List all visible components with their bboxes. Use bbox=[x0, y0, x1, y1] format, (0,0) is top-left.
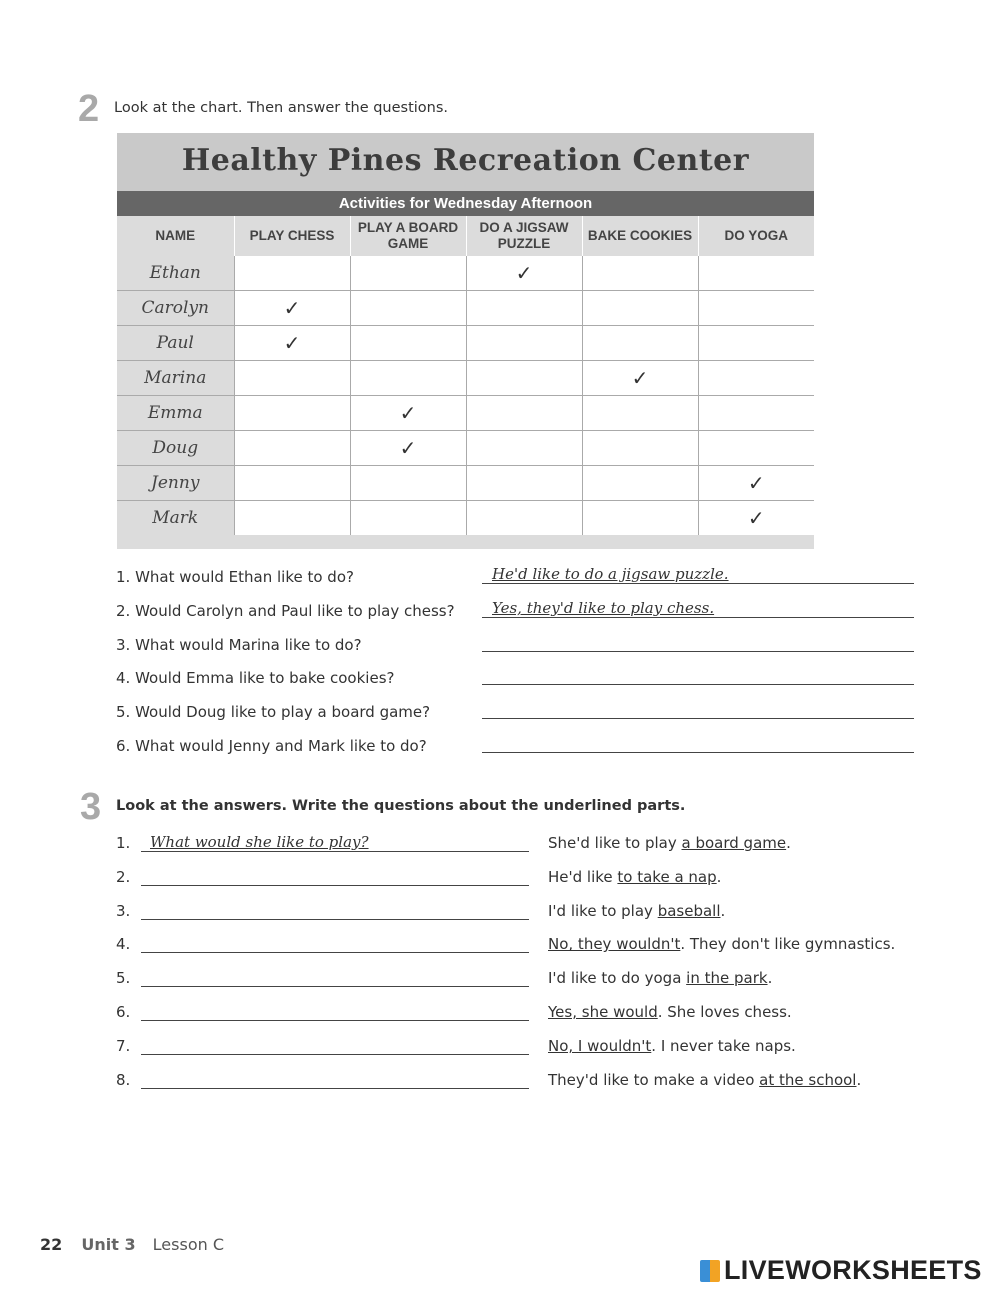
check-mark-cell: ✓ bbox=[234, 326, 350, 361]
question-line[interactable] bbox=[141, 919, 529, 920]
page-number: 22 bbox=[40, 1235, 63, 1254]
question-text: 1. What would Ethan like to do? bbox=[116, 568, 354, 586]
response-text bbox=[548, 969, 772, 987]
empty-cell bbox=[350, 466, 466, 501]
response-post: . bbox=[716, 867, 722, 886]
item-number: 4. bbox=[116, 935, 131, 954]
empty-cell bbox=[698, 291, 814, 326]
column-header-activity: BAKE COOKIES bbox=[582, 216, 698, 256]
column-header-activity: DO YOGA bbox=[698, 216, 814, 256]
answer-line[interactable] bbox=[482, 752, 914, 753]
response-text bbox=[548, 1037, 796, 1055]
question-text: 6. What would Jenny and Mark like to do? bbox=[116, 737, 427, 755]
question-line[interactable] bbox=[141, 1088, 529, 1089]
empty-cell bbox=[466, 326, 582, 361]
response-text bbox=[548, 834, 791, 852]
response-post: . bbox=[767, 969, 773, 988]
empty-cell bbox=[350, 361, 466, 396]
answer-line[interactable] bbox=[482, 651, 914, 652]
item-number: 8. bbox=[116, 1070, 131, 1089]
question-line[interactable] bbox=[141, 952, 529, 953]
question-text: 2. Would Carolyn and Paul like to play chess? bbox=[116, 601, 455, 620]
question-line[interactable] bbox=[141, 851, 529, 852]
empty-cell bbox=[350, 501, 466, 536]
answer-line[interactable] bbox=[482, 718, 914, 719]
response-post: . bbox=[720, 901, 726, 920]
empty-cell bbox=[466, 501, 582, 536]
empty-cell bbox=[466, 396, 582, 431]
empty-cell bbox=[698, 361, 814, 396]
row-name: Emma bbox=[117, 396, 234, 431]
question-line[interactable] bbox=[141, 986, 529, 987]
response-post: . bbox=[856, 1070, 862, 1089]
response-text bbox=[548, 902, 725, 920]
response-underlined: Yes, she would bbox=[548, 1003, 658, 1021]
empty-cell bbox=[582, 431, 698, 466]
check-mark-cell: ✓ bbox=[466, 256, 582, 291]
response-text bbox=[548, 935, 895, 953]
empty-cell bbox=[466, 291, 582, 326]
empty-cell bbox=[234, 361, 350, 396]
item-number: 5. bbox=[116, 969, 131, 988]
empty-cell bbox=[698, 326, 814, 361]
empty-cell bbox=[698, 396, 814, 431]
response-pre: I'd like to do yoga bbox=[548, 969, 687, 988]
response-post: . They don't like gymnastics. bbox=[680, 935, 896, 954]
section-3-instruction: Look at the answers. Write the questions about the underlined parts. bbox=[116, 798, 686, 814]
chart-subtitle: Activities for Wednesday Afternoon bbox=[117, 191, 814, 216]
section-2-number: 2 bbox=[78, 88, 100, 130]
response-pre: They'd like to make a video bbox=[548, 1070, 760, 1089]
activity-chart bbox=[117, 133, 814, 549]
empty-cell bbox=[350, 256, 466, 291]
table-row bbox=[117, 396, 814, 431]
table-row bbox=[117, 326, 814, 361]
question-text: 4. Would Emma like to bake cookies? bbox=[116, 669, 395, 688]
table-row bbox=[117, 361, 814, 396]
response-post: . I never take naps. bbox=[651, 1036, 796, 1055]
item-number: 2. bbox=[116, 867, 131, 886]
liveworksheets-text: LIVEWORKSHEETS bbox=[724, 1255, 982, 1285]
answer-text: He'd like to do a jigsaw puzzle. bbox=[492, 565, 729, 583]
lesson-label: Lesson C bbox=[152, 1235, 225, 1254]
answer-text: Yes, they'd like to play chess. bbox=[492, 598, 715, 617]
activity-table bbox=[117, 216, 814, 535]
section-2-instruction: Look at the chart. Then answer the questions. bbox=[114, 100, 449, 116]
question-text: 3. What would Marina like to do? bbox=[116, 635, 362, 654]
empty-cell bbox=[234, 466, 350, 501]
row-name: Ethan bbox=[117, 256, 234, 291]
table-row bbox=[117, 501, 814, 536]
check-mark-cell: ✓ bbox=[582, 361, 698, 396]
response-underlined: in the park bbox=[686, 969, 768, 988]
question-line[interactable] bbox=[141, 1020, 529, 1021]
column-header-activity: PLAY CHESS bbox=[234, 216, 350, 256]
response-underlined: a board game bbox=[681, 834, 787, 852]
empty-cell bbox=[350, 326, 466, 361]
response-underlined: No, they wouldn't bbox=[548, 935, 681, 954]
check-mark-cell: ✓ bbox=[350, 431, 466, 466]
response-post: . She loves chess. bbox=[657, 1003, 792, 1021]
item-number: 7. bbox=[116, 1036, 131, 1055]
empty-cell bbox=[466, 361, 582, 396]
unit-label: Unit 3 bbox=[81, 1235, 136, 1254]
chart-title: Healthy Pines Recreation Center bbox=[117, 133, 814, 191]
answer-line[interactable] bbox=[482, 617, 914, 618]
empty-cell bbox=[234, 396, 350, 431]
response-pre: I'd like to play bbox=[548, 901, 658, 920]
empty-cell bbox=[582, 256, 698, 291]
table-row bbox=[117, 466, 814, 501]
section-3-number: 3 bbox=[80, 786, 102, 828]
response-pre: She'd like to play bbox=[548, 834, 682, 852]
response-post: . bbox=[786, 834, 791, 852]
question-text: 5. Would Doug like to play a board game? bbox=[116, 703, 431, 722]
item-number: 1. bbox=[116, 834, 131, 852]
question-line[interactable] bbox=[141, 885, 529, 886]
liveworksheets-logo bbox=[700, 1255, 982, 1286]
row-name: Mark bbox=[117, 501, 234, 536]
empty-cell bbox=[466, 466, 582, 501]
response-text bbox=[548, 1003, 792, 1021]
empty-cell bbox=[234, 431, 350, 466]
response-underlined: at the school bbox=[759, 1070, 857, 1089]
empty-cell bbox=[582, 326, 698, 361]
answer-line[interactable] bbox=[482, 583, 914, 584]
empty-cell bbox=[234, 501, 350, 536]
response-underlined: to take a nap bbox=[617, 867, 717, 886]
row-name: Doug bbox=[117, 431, 234, 466]
answer-line[interactable] bbox=[482, 684, 914, 685]
response-text bbox=[548, 1071, 861, 1089]
item-number: 3. bbox=[116, 901, 131, 920]
response-text bbox=[548, 868, 721, 886]
column-header-activity: DO A JIGSAW PUZZLE bbox=[466, 216, 582, 256]
row-name: Carolyn bbox=[117, 291, 234, 326]
response-pre: He'd like bbox=[548, 867, 618, 886]
row-name: Jenny bbox=[117, 466, 234, 501]
response-underlined: No, I wouldn't bbox=[548, 1036, 652, 1055]
empty-cell bbox=[698, 256, 814, 291]
question-answer-text: What would she like to play? bbox=[150, 833, 369, 851]
empty-cell bbox=[234, 256, 350, 291]
item-number: 6. bbox=[116, 1003, 131, 1021]
liveworksheets-icon bbox=[700, 1260, 720, 1282]
response-underlined: baseball bbox=[657, 901, 721, 920]
table-row bbox=[117, 431, 814, 466]
empty-cell bbox=[466, 431, 582, 466]
check-mark-cell: ✓ bbox=[698, 501, 814, 536]
check-mark-cell: ✓ bbox=[234, 291, 350, 326]
empty-cell bbox=[698, 431, 814, 466]
empty-cell bbox=[582, 291, 698, 326]
empty-cell bbox=[582, 466, 698, 501]
check-mark-cell: ✓ bbox=[350, 396, 466, 431]
empty-cell bbox=[582, 396, 698, 431]
row-name: Paul bbox=[117, 326, 234, 361]
table-row bbox=[117, 291, 814, 326]
row-name: Marina bbox=[117, 361, 234, 396]
question-line[interactable] bbox=[141, 1054, 529, 1055]
table-row bbox=[117, 256, 814, 291]
column-header-activity: PLAY A BOARD GAME bbox=[350, 216, 466, 256]
column-header-name: NAME bbox=[155, 228, 196, 243]
empty-cell bbox=[582, 501, 698, 536]
check-mark-cell: ✓ bbox=[698, 466, 814, 501]
empty-cell bbox=[350, 291, 466, 326]
